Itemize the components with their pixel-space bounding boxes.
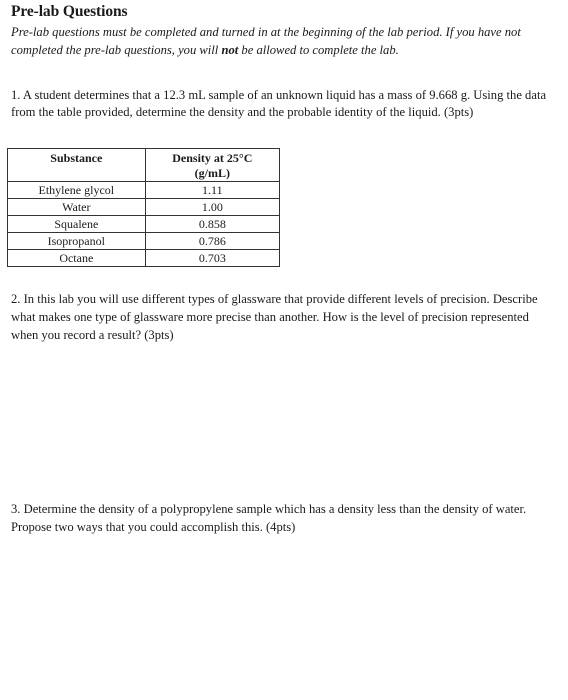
cell-density: 0.786 xyxy=(145,233,279,250)
header-density-line1: Density at 25°C xyxy=(172,151,253,165)
table-row xyxy=(8,250,280,267)
cell-density: 1.11 xyxy=(145,182,279,199)
page-title: Pre-lab Questions xyxy=(11,3,128,20)
table-row xyxy=(8,233,280,250)
table-body xyxy=(8,182,280,267)
question-2: 2. In this lab you will use different types of glassware that provide different levels of precision. Describe what makes one type of glassware more precise than another. How is the level of precision represented when you record a result? (3pts) xyxy=(11,292,538,342)
table-row xyxy=(8,216,280,233)
cell-substance: Octane xyxy=(8,250,146,267)
density-table xyxy=(7,148,280,267)
cell-density: 0.858 xyxy=(145,216,279,233)
header-density-line2: (g/mL) xyxy=(194,166,230,180)
table-header-row xyxy=(8,149,280,182)
header-substance: Substance xyxy=(8,149,146,182)
header-density xyxy=(145,149,279,182)
cell-density: 0.703 xyxy=(145,250,279,267)
intro-text-end: be allowed to complete the lab. xyxy=(238,43,399,57)
table-row xyxy=(8,199,280,216)
table-row xyxy=(8,182,280,199)
cell-density: 1.00 xyxy=(145,199,279,216)
intro-emphasis: not xyxy=(221,43,239,57)
cell-substance: Isopropanol xyxy=(8,233,146,250)
cell-substance: Squalene xyxy=(8,216,146,233)
cell-substance: Water xyxy=(8,199,146,216)
question-3: 3. Determine the density of a polypropylene sample which has a density less than the density of water. Propose two ways that you could accomplish this. (4pts) xyxy=(11,502,527,534)
cell-substance: Ethylene glycol xyxy=(8,182,146,199)
question-1: 1. A student determines that a 12.3 mL sample of an unknown liquid has a mass of 9.668 g. Using the data from the table provided, determine the density and the probable identity of the liquid. (3pts) xyxy=(11,88,547,119)
intro-instructions xyxy=(11,23,561,59)
intro-text-start: Pre-lab questions must be completed and turned in at the beginning of the lab period. If you have not completed the pre-lab questions, you will xyxy=(11,25,521,57)
